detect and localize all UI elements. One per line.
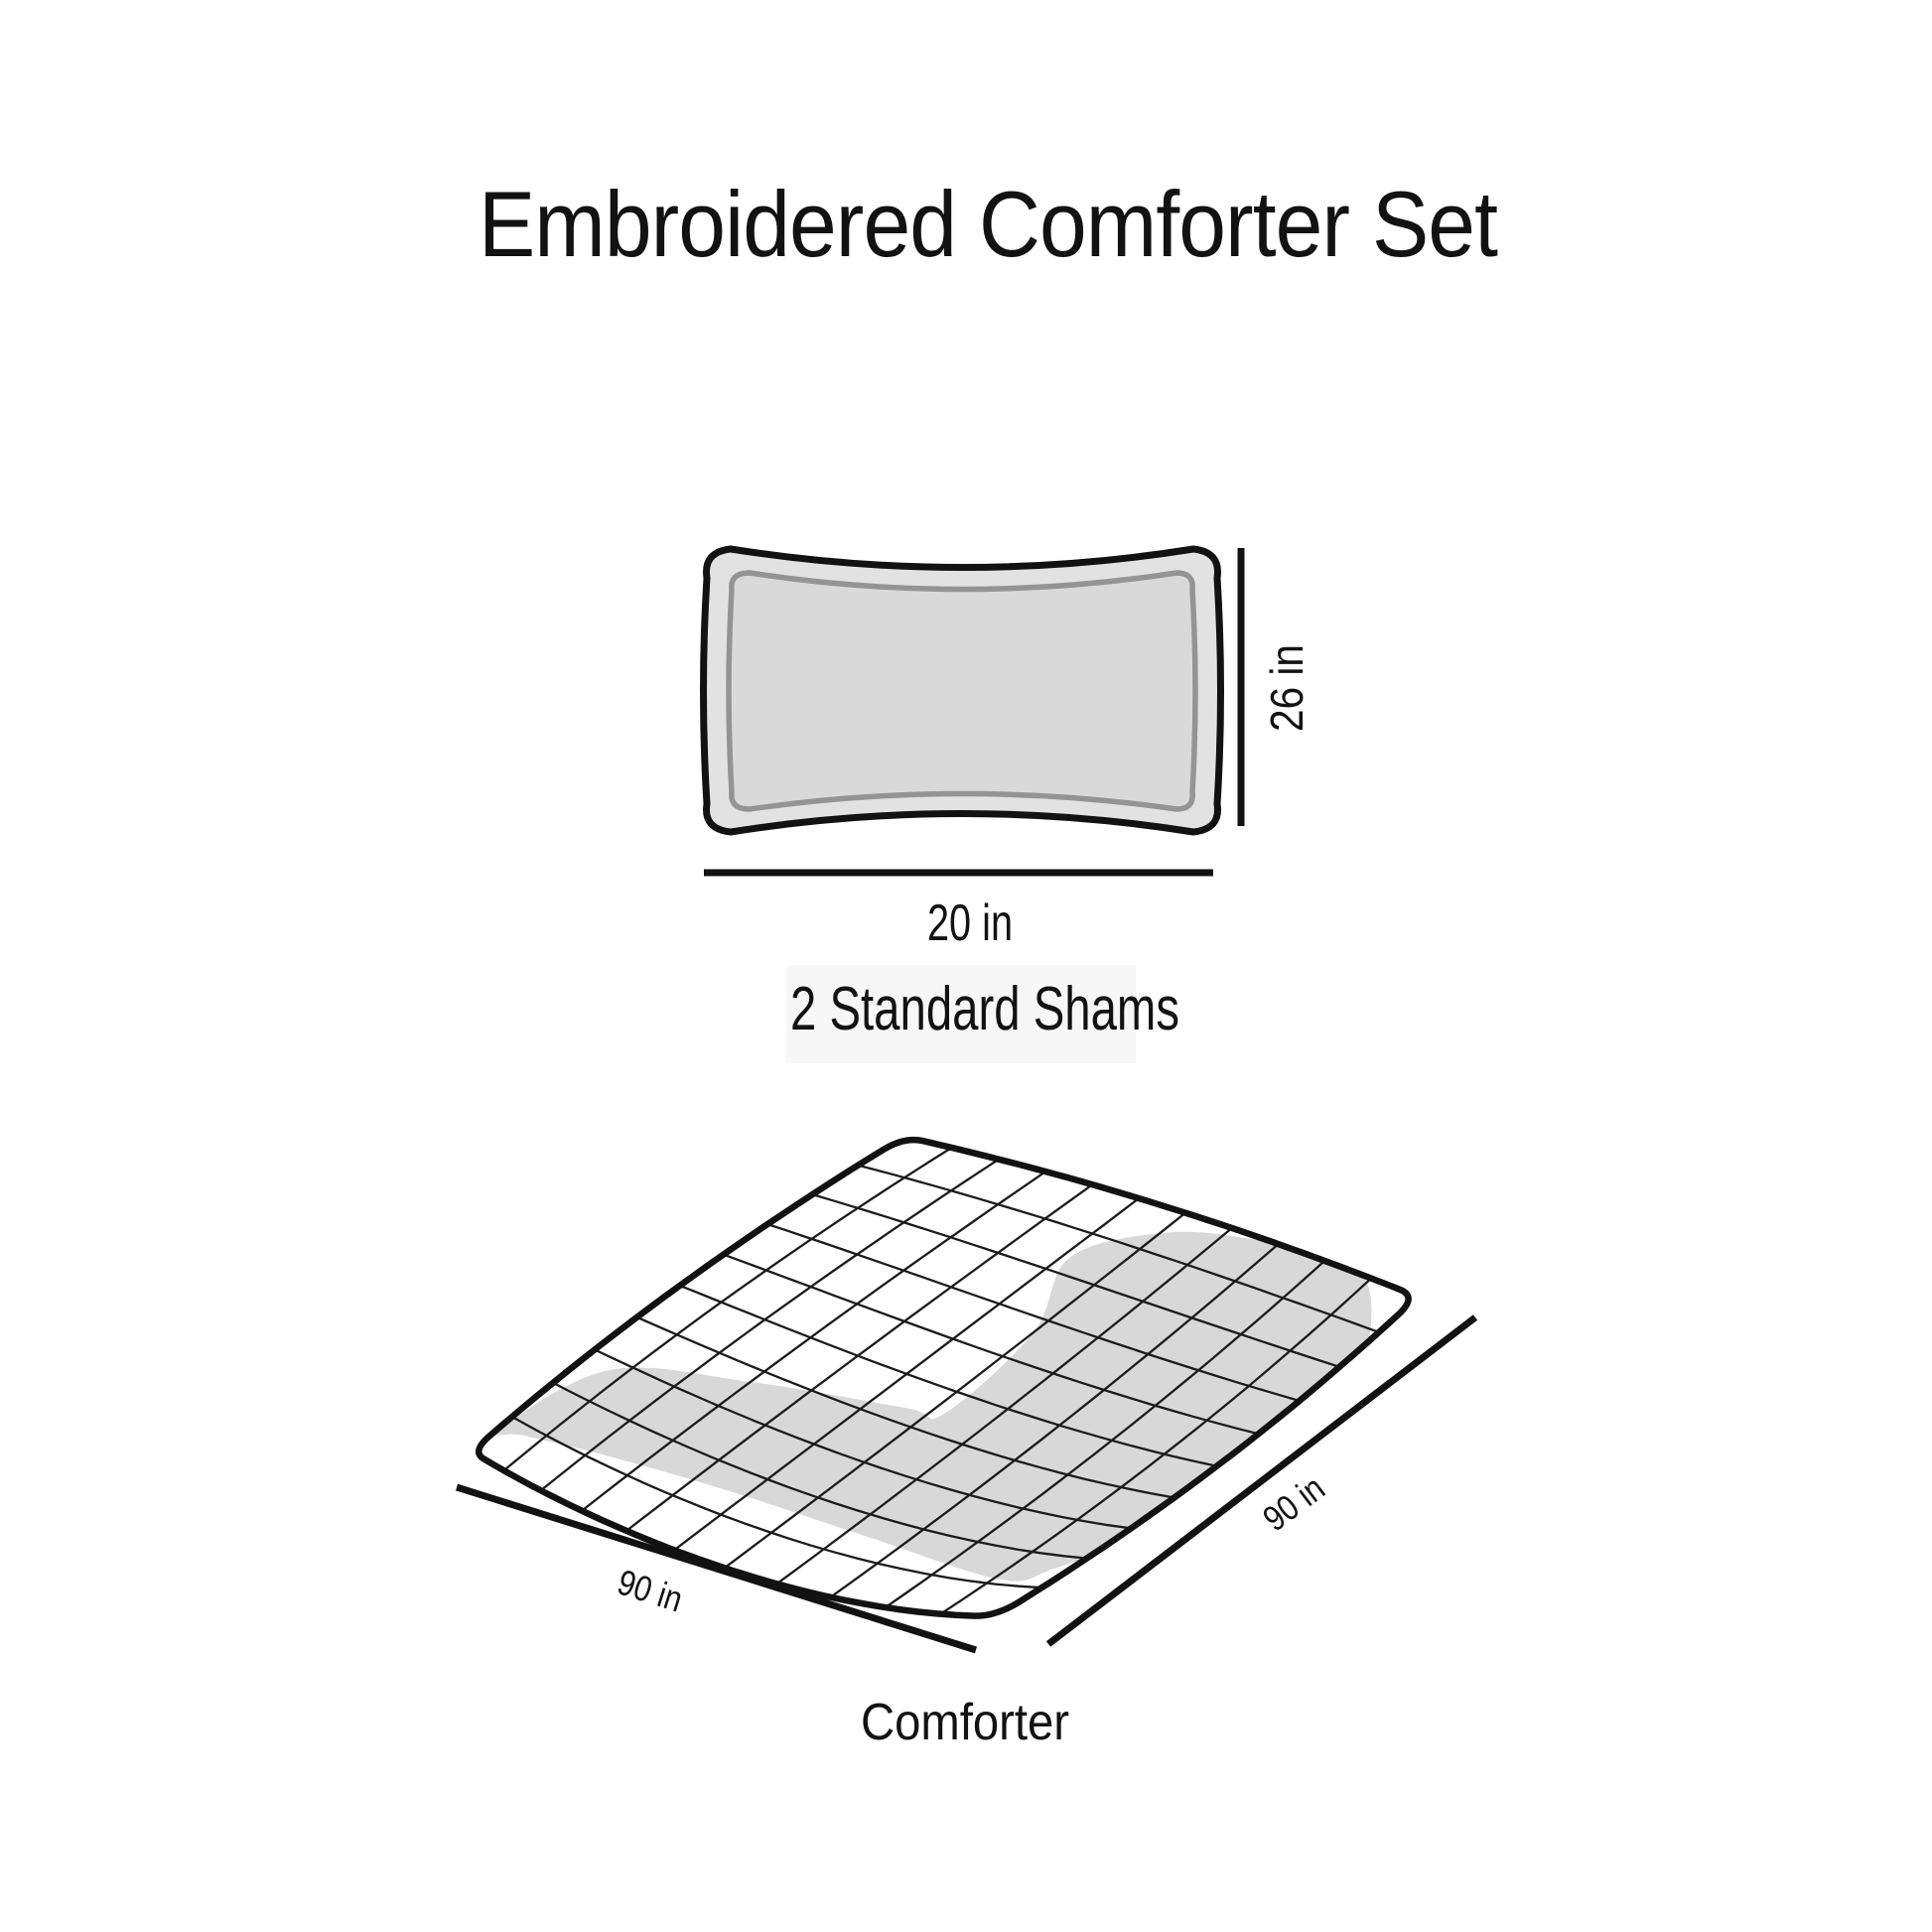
comforter-figure	[457, 1137, 1475, 1751]
sham-figure	[704, 548, 1313, 1063]
sham-width-label: 20 in	[927, 895, 1013, 952]
comforter-caption: Comforter	[861, 1694, 1069, 1751]
sham-caption: 2 Standard Shams	[790, 975, 1179, 1043]
comforter-length-label: 90 in	[1255, 1459, 1342, 1540]
page-title: Embroidered Comforter Set	[479, 172, 1498, 276]
sham-stitch-line	[729, 573, 1195, 809]
sham-height-label: 26 in	[1261, 632, 1312, 732]
comforter-width-label: 90 in	[613, 1561, 700, 1624]
